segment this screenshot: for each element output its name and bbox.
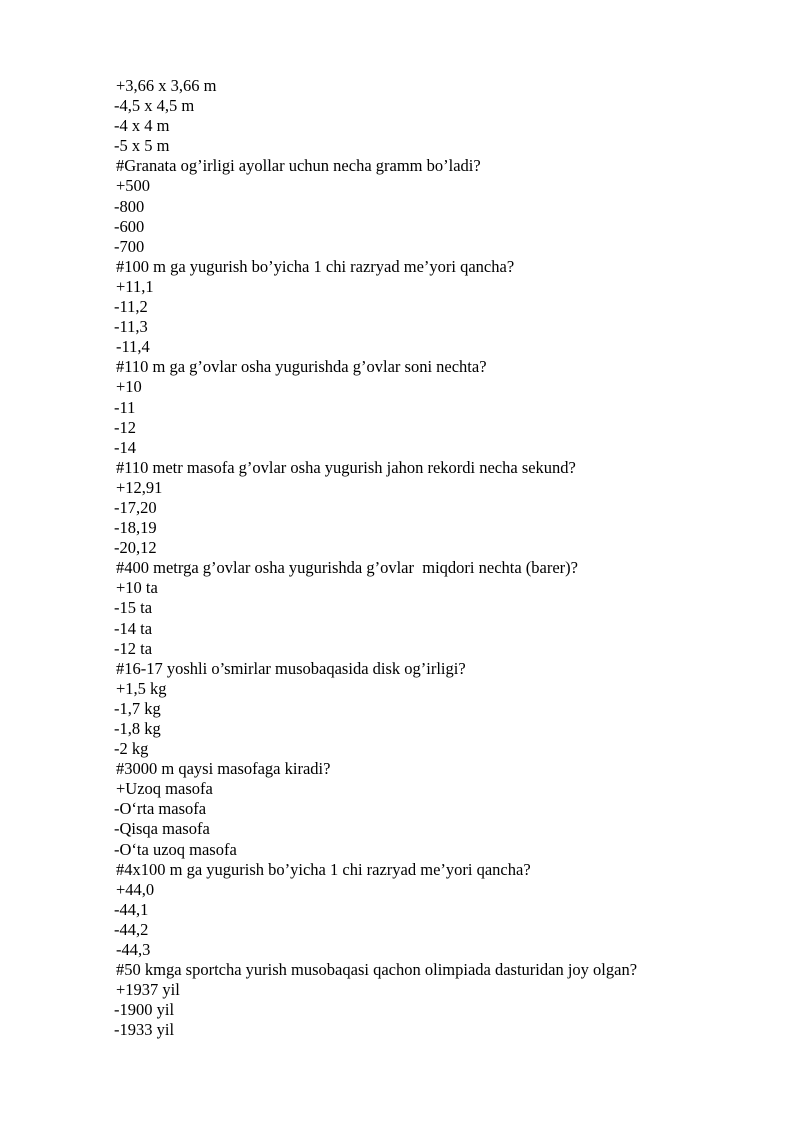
answer-option: -O‘rta masofa	[114, 799, 207, 819]
question-text: #110 metr masofa g’ovlar osha yugurish jahon rekordi necha sekund?	[116, 457, 576, 477]
answer-correct: +Uzoq masofa	[116, 779, 213, 799]
answer-correct: +1,5 kg	[116, 678, 167, 698]
answer-option: -2 kg	[114, 739, 149, 759]
answer-correct: +10	[116, 377, 142, 397]
answer-option: -11,2	[114, 297, 148, 317]
answer-option: -4,5 x 4,5 m	[114, 96, 195, 116]
answer-option: -17,20	[114, 497, 157, 517]
answer-option: -O‘ta uzoq masofa	[114, 839, 237, 859]
answer-correct: +44,0	[116, 879, 155, 899]
answer-option: -11,3	[114, 317, 148, 337]
answer-option: -12 ta	[114, 638, 153, 658]
answer-option: -4 x 4 m	[114, 116, 170, 136]
answer-correct: +10 ta	[116, 578, 158, 598]
answer-correct: +1937 yil	[116, 980, 180, 1000]
answer-option: -11,4	[116, 337, 150, 357]
answer-option: -Qisqa masofa	[114, 819, 210, 839]
answer-correct: +12,91	[116, 477, 163, 497]
answer-option: -1933 yil	[114, 1020, 175, 1040]
question-text: #Granata og’irligi ayollar uchun necha gramm bo’ladi?	[116, 156, 481, 176]
answer-correct: +11,1	[116, 276, 154, 296]
answer-correct: +500	[116, 176, 151, 196]
question-text: #16-17 yoshli o’smirlar musobaqasida disk og’irligi?	[116, 658, 466, 678]
answer-option: -18,19	[114, 518, 157, 538]
answer-option: -44,2	[114, 919, 149, 939]
answer-correct: +3,66 x 3,66 m	[116, 76, 217, 95]
answer-option: -14 ta	[114, 618, 153, 638]
answer-option: -11	[114, 397, 136, 417]
answer-option: -700	[114, 236, 145, 256]
answer-option: -44,3	[116, 940, 151, 960]
answer-option: -600	[114, 216, 145, 236]
question-text: #110 m ga g’ovlar osha yugurishda g’ovlar soni nechta?	[116, 357, 487, 377]
question-text: #100 m ga yugurish bo’yicha 1 chi razryad me’yori qancha?	[116, 256, 515, 276]
question-text: #400 metrga g’ovlar osha yugurishda g’ovlar miqdori nechta (barer)?	[116, 558, 578, 578]
answer-option: -15 ta	[114, 598, 153, 618]
answer-option: -5 x 5 m	[114, 136, 170, 156]
answer-option: -44,1	[114, 899, 149, 919]
answer-option: -20,12	[114, 538, 157, 558]
document-page	[0, 76, 800, 1041]
answer-option: -800	[114, 196, 145, 216]
question-text: #4x100 m ga yugurish bo’yicha 1 chi razryad me’yori qancha?	[116, 859, 531, 879]
answer-option: -1,7 kg	[114, 698, 161, 718]
answer-option: -1,8 kg	[114, 719, 161, 738]
question-text: #3000 m qaysi masofaga kiradi?	[116, 759, 331, 779]
answer-option: -12	[114, 417, 136, 437]
answer-option: -14	[114, 437, 136, 457]
answer-option: -1900 yil	[114, 1000, 175, 1020]
question-text: #50 kmga sportcha yurish musobaqasi qachon olimpiada dasturidan joy olgan?	[116, 960, 638, 980]
